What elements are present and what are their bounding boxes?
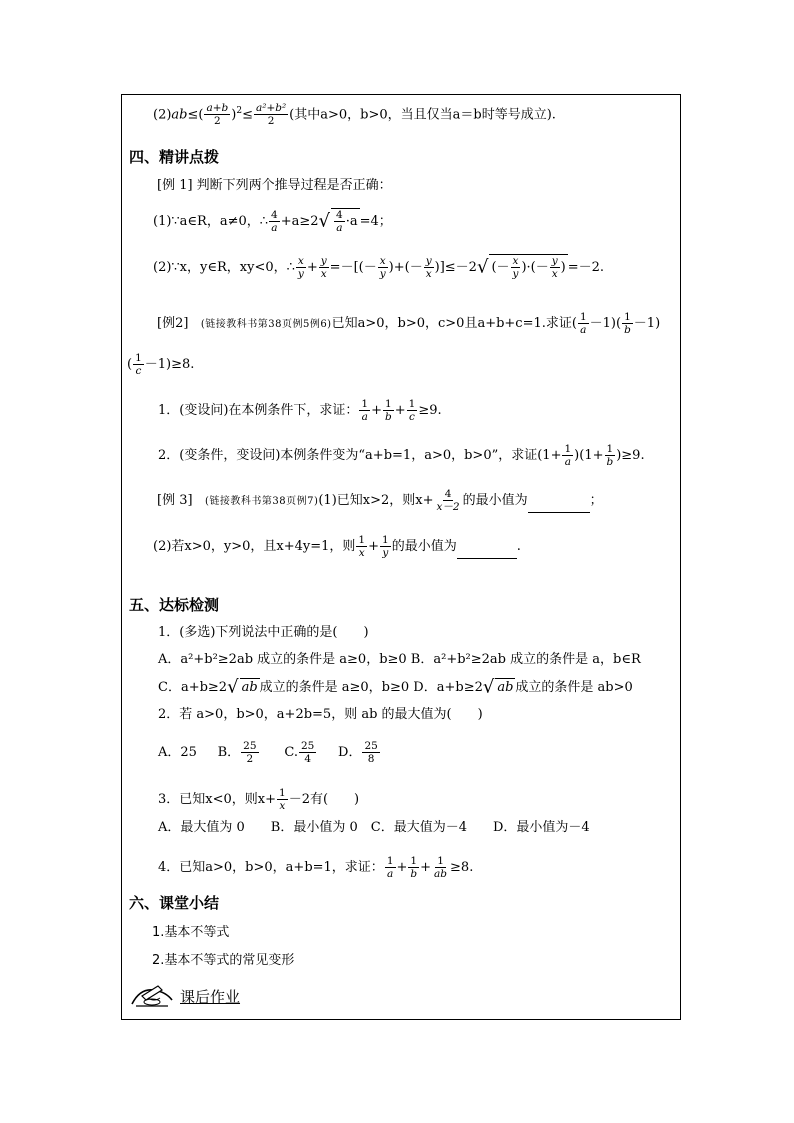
question-3-options: A．最大值为 0 B．最小值为 0 C．最大值为－4 D．最小值为－4 [158,820,590,835]
section-title-5: 五、达标检测 [129,596,220,614]
summary-item-2: 2.基本不等式的常见变形 [152,953,295,968]
homework-label: 课后作业 [180,988,241,1006]
example-3: [例 3] (链接教科书第38页例7)(1)已知x>2，则x+ $\frac{4}{x-2}$ 的最小值为 ； [157,488,603,513]
sqrt-icon: √ [318,210,331,232]
example-1-part-2: (2)∵x，y∈R，xy<0，∴ $\frac{x}{y}$ + $\frac{y}{x}$ =－[(－ $\frac{x}{y}$ )+(－ $\frac{y}{x}$ )]≤－2√ (－ $\frac{x}{y}$ )·(－ $\frac{y}{x}$ ) =－2. [153,255,605,280]
section-title-6: 六、课堂小结 [129,894,220,912]
textbook-link: (链接教科书第38页例7) [204,496,319,507]
answer-blank[interactable] [457,540,517,559]
pencil-hand-icon [128,982,176,1010]
textbook-link: (链接教科书第38页例5例6) [200,319,332,330]
sqrt-icon: √ [482,676,495,698]
sqrt-icon: √ [476,256,489,278]
question-4: 4．已知a>0，b>0，a+b=1，求证： $\frac{1}{a}$ + $\frac{1}{b}$ + $\frac{1}{ab}$ ≥8. [158,855,474,880]
question-3: 3．已知x<0，则x+ $\frac{1}{x}$ －2有( ) [158,787,360,812]
example-2-cont: ( $\frac{1}{c}$ －1)≥8. [127,352,195,377]
question-1-options-ab: A．a²+b²≥2ab 成立的条件是 a≥0，b≥0 B．a²+b²≥2ab 成立的条件是 a，b∈R [158,652,641,667]
fraction: $\frac{\text{a²+b²}}{2}$ [255,102,287,128]
fraction: $\frac{a+b}{2}$ [206,102,229,128]
answer-blank[interactable] [528,494,590,513]
summary-item-1: 1.基本不等式 [152,925,230,940]
section-title-4: 四、精讲点拨 [129,148,220,166]
sqrt-icon: √ [227,676,239,698]
variant-1: 1．(变设问)在本例条件下，求证： $\frac{1}{a}$ + $\frac{1}{b}$ + $\frac{1}{c}$ ≥9. [158,398,442,423]
example-1-title: [例 1] 判断下列两个推导过程是否正确： [157,178,392,193]
example-3-part-2: (2)若x>0，y>0，且x+4y=1，则 $\frac{1}{x}$ + $\frac{1}{y}$ 的最小值为 . [153,534,521,559]
example-2: [例2] (链接教科书第38页例5例6)已知a>0，b>0，c>0且a+b+c=1.求证( $\frac{1}{a}$ －1)( $\frac{1}{b}$ －1) [157,311,661,336]
question-2-options: A．25 B． $\frac{25}{2}$ C. $\frac{25}{4}$ D． $\frac{25}{8}$ [158,740,378,765]
example-1-part-1: (1)∵a∈R，a≠0，∴ $\frac{4}{a}$ +a≥2√ $\frac{4}{a}$ ·a =4； [153,209,392,234]
formula-line-top: (2)ab≤( $\frac{a+b}{2}$ )$^2$≤ $\frac{\text{a²+b²}}{2}$ (其中a>0，b>0，当且仅当a＝b时等号成立). [153,102,556,128]
question-2: 2．若 a>0，b>0，a+2b=5，则 ab 的最大值为( ) [158,707,483,722]
question-1: 1．(多选)下列说法中正确的是( ) [158,625,369,640]
variant-2: 2．(变条件，变设问)本例条件变为“a+b=1，a>0，b>0”，求证(1+ $\frac{1}{a}$ )(1+ $\frac{1}{b}$ )≥9. [158,443,645,468]
question-1-options-cd: C．a+b≥2√ ab 成立的条件是 a≥0，b≥0 D．a+b≥2√ ab 成立的条件是 ab>0 [158,676,633,698]
